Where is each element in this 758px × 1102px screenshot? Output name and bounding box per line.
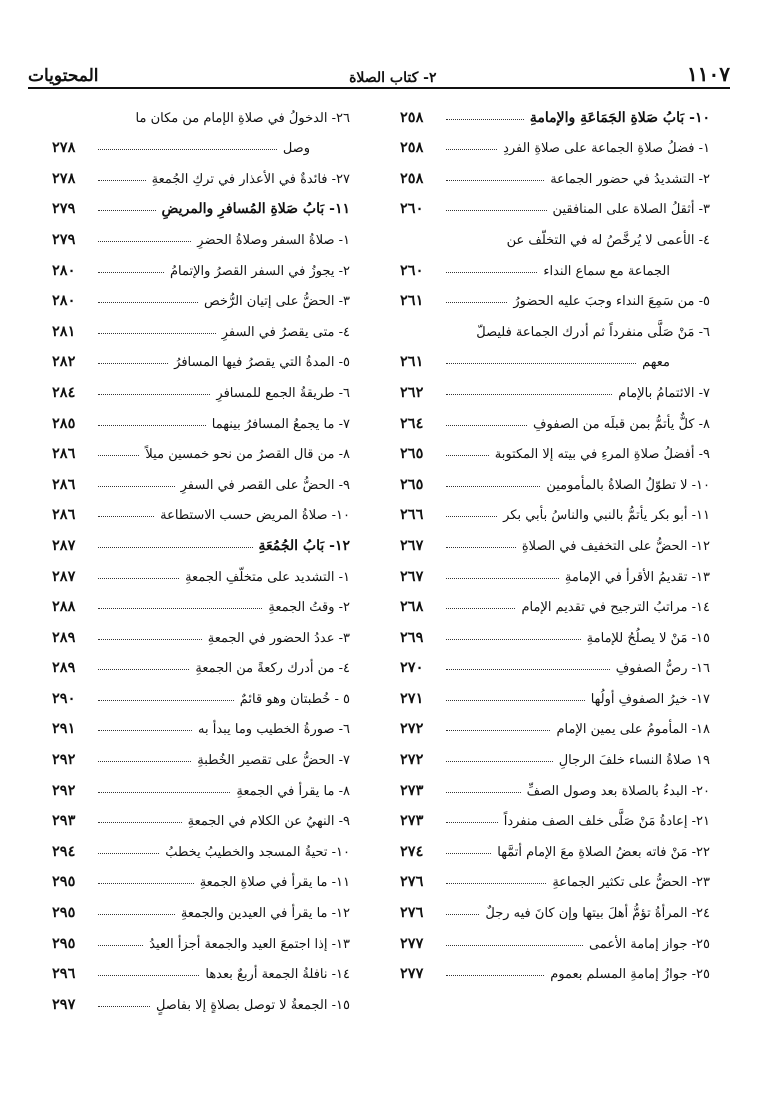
dot-leader [446, 180, 544, 181]
toc-entry-title: ٢٢- مَنْ فاته بعضُ الصلاةِ معَ الإمام أتمَّها [497, 844, 710, 860]
dot-leader [446, 363, 636, 364]
dot-leader [98, 394, 210, 395]
toc-entry [52, 370, 350, 401]
toc-entry [400, 309, 710, 340]
toc-entry-title: ٨- من قال القصرُ من نحو خمسين ميلاً [145, 447, 350, 463]
dot-leader [98, 822, 182, 823]
toc-entry-title: ١- التشديد على متخلّفِ الجمعةِ [185, 569, 350, 585]
dot-leader [446, 394, 612, 395]
toc-entry [400, 554, 710, 585]
dot-leader [446, 455, 489, 456]
toc-entry-page: ٢٩٥ [52, 873, 76, 891]
toc-entry [400, 829, 710, 860]
toc-entry-title: ٨- ما يقرأ في الجمعةِ [236, 783, 350, 799]
toc-entry-page: ٢٨٦ [52, 445, 76, 463]
dot-leader [98, 608, 262, 609]
toc-entry [52, 95, 350, 126]
toc-column-left [52, 95, 350, 1013]
toc-entry [52, 156, 350, 187]
toc-entry-page: ٢٦٥ [400, 475, 424, 493]
toc-entry [400, 401, 710, 432]
toc-entry-page: ٢٧١ [400, 689, 424, 707]
toc-entry-page: ٢٩٣ [52, 812, 76, 830]
toc-entry-title: ٢٦- الدخولُ في صلاةِ الإمام من مكان ما [135, 110, 350, 126]
toc-entry-page: ٢٧٢ [400, 751, 424, 769]
toc-entry-title: ١٥- الجمعةُ لا توصل بصلاةٍ إلا بفاصلٍ [155, 997, 350, 1013]
toc-entry-page: ٢٨٦ [52, 506, 76, 524]
dot-leader [446, 608, 515, 609]
toc-entry [400, 462, 710, 493]
toc-entry [400, 248, 710, 279]
dot-leader [446, 210, 547, 211]
toc-entry [400, 156, 710, 187]
toc-entry-page: ٢٦٧ [400, 567, 424, 585]
dot-leader [98, 975, 199, 976]
toc-entry [400, 860, 710, 891]
toc-entry-page: ٢٥٨ [400, 139, 424, 157]
dot-leader [446, 272, 537, 273]
dot-leader [98, 241, 191, 242]
toc-entry-page: ٢٨١ [52, 322, 76, 340]
dot-leader [446, 700, 585, 701]
toc-entry [400, 737, 710, 768]
toc-entry-title: ١٩ صلاةُ النساء خلفَ الرجالِ [558, 753, 710, 769]
toc-entry [400, 707, 710, 738]
dot-leader [446, 516, 497, 517]
toc-entry-page: ٢٥٨ [400, 169, 424, 187]
toc-entry-page: ٢٨٩ [52, 659, 76, 677]
toc-entry-page: ٢٦٥ [400, 445, 424, 463]
toc-entry-title: ٩- الحضُّ على القصر في السفرِ [180, 477, 350, 493]
toc-entry-title: ٣- الحضُّ على إتيان الرُّخص [203, 294, 350, 310]
toc-entry [52, 768, 350, 799]
dot-leader [98, 761, 191, 762]
toc-entry [52, 309, 350, 340]
toc-entry [400, 370, 710, 401]
toc-entry-page: ٢٧٧ [400, 934, 424, 952]
toc-entry-title: ١١- بَابُ صَلاةِ المُسافرِ والمريضِ [161, 201, 350, 218]
dot-leader [446, 486, 540, 487]
dot-leader [98, 547, 253, 548]
dot-leader [98, 639, 202, 640]
toc-entry-title: ١٣- تقديمُ الأقرأ في الإمامةِ [564, 569, 710, 585]
dot-leader [446, 547, 516, 548]
dot-leader [446, 822, 498, 823]
toc-entry [52, 401, 350, 432]
toc-entry [400, 799, 710, 830]
toc-entry [52, 921, 350, 952]
toc-entry [52, 340, 350, 371]
toc-entry-page: ٢٦٦ [400, 506, 424, 524]
section-title: المحتويات [28, 66, 99, 86]
dot-leader [98, 363, 168, 364]
toc-entry-page: ٢٧٠ [400, 659, 424, 677]
toc-entry-title: ٢٥- جوازُ إمامةِ المسلم بعموم [550, 967, 710, 983]
dot-leader [446, 302, 507, 303]
toc-entry [400, 523, 710, 554]
toc-entry-title: ١٠- بَابُ صَلاةِ الجَمَاعَةِ والإمامةِ [529, 109, 710, 126]
toc-entry-title: ٥- من سَمِعَ النداء وجبَ عليه الحضورُ [513, 294, 710, 310]
toc-chapter-entry [52, 523, 350, 554]
toc-entry-page: ٢٨٠ [52, 261, 76, 279]
toc-entry-page: ٢٦٠ [400, 200, 424, 218]
dot-leader [446, 945, 583, 946]
toc-entry-page: ٢٧٤ [400, 842, 424, 860]
dot-leader [446, 669, 610, 670]
dot-leader [446, 914, 479, 915]
toc-entry-title: ١٢- بَابُ الجُمُعَةِ [258, 537, 350, 554]
dot-leader [446, 639, 581, 640]
page-header [28, 56, 730, 86]
dot-leader [98, 730, 192, 731]
toc-entry [52, 554, 350, 585]
toc-entry [52, 279, 350, 310]
toc-entry-page: ٢٧٣ [400, 812, 424, 830]
dot-leader [446, 883, 546, 884]
dot-leader [446, 792, 521, 793]
dot-leader [98, 1006, 150, 1007]
toc-column-right [400, 95, 710, 982]
toc-entry-title: ٢- التشديدُ في حضور الجماعة [550, 171, 710, 187]
toc-entry-title: ٦- صورةُ الخطيب وما يبدأ به [198, 722, 350, 738]
toc-entry [400, 493, 710, 524]
page-number: ١١٠٧ [687, 62, 730, 86]
toc-entry [52, 860, 350, 891]
toc-entry-title: ٦- طريقةُ الجمع للمسافرِ [216, 385, 350, 401]
toc-entry-page: ٢٨٧ [52, 536, 76, 554]
dot-leader [446, 853, 491, 854]
toc-entry [400, 768, 710, 799]
toc-entry-title: ١٤- مراتبُ الترجيح في تقديم الإمام [521, 600, 710, 616]
toc-entry-title: ١٠- تحيةُ المسجد والخطيبُ يخطبُ [165, 844, 350, 860]
toc-entry-title: ٢- يجوزُ في السفر القصرُ والإتمامُ [169, 263, 350, 279]
toc-entry-page: ٢٧٨ [52, 169, 76, 187]
toc-entry [400, 890, 710, 921]
toc-entry [52, 890, 350, 921]
toc-entry-title: ٥ - خُطبتان وهو قائمٌ [239, 691, 350, 707]
toc-entry [400, 279, 710, 310]
toc-entry-page: ٢٦٨ [400, 598, 424, 616]
dot-leader [98, 914, 175, 915]
dot-leader [446, 975, 544, 976]
toc-entry-title: ١٠- لا تطوّلُ الصلاةُ بالمأمومين [546, 477, 710, 493]
toc-entry [52, 737, 350, 768]
toc-entry-page: ٢٧٣ [400, 781, 424, 799]
toc-entry [400, 952, 710, 983]
toc-entry-page: ٢٩١ [52, 720, 76, 738]
toc-entry-title: ٢- وقتُ الجمعةِ [268, 600, 350, 616]
toc-entry-page: ٢٨٨ [52, 598, 76, 616]
toc-entry-title: ١٤- نافلةُ الجمعة أربعٌ بعدها [205, 967, 350, 983]
toc-chapter-entry [52, 187, 350, 218]
toc-entry-title: معهم [642, 355, 670, 371]
toc-entry-title: ٣- عددُ الحضور في الجمعةِ [207, 630, 350, 646]
toc-entry-title: ١١- أبو بكر يأتمُّ بالنبي والناسُ بأبي بكر [503, 508, 710, 524]
toc-chapter-entry [400, 95, 710, 126]
dot-leader [98, 700, 234, 701]
dot-leader [98, 486, 175, 487]
toc-entry [400, 921, 710, 952]
toc-entry-title: ٤- متى يقصرُ في السفرِ [221, 324, 350, 340]
dot-leader [446, 761, 553, 762]
header-rule [28, 87, 730, 89]
toc-entry-title: الجماعة مع سماع النداء [543, 263, 670, 279]
toc-entry-title: ١- صلاةُ السفر وصلاةُ الحضرِ [197, 232, 350, 248]
toc-entry-title: ٢٥- جواز إمامة الأعمى [588, 936, 710, 952]
toc-entry [52, 646, 350, 677]
dot-leader [446, 578, 559, 579]
toc-entry [400, 615, 710, 646]
toc-entry-page: ٢٧٨ [52, 139, 76, 157]
toc-entry-title: ٢٧- فائدةٌ في الأعذار في تركِ الجُمعةِ [151, 171, 350, 187]
toc-entry-page: ٢٧٧ [400, 965, 424, 983]
toc-entry-page: ٢٨٧ [52, 567, 76, 585]
toc-entry-page: ٢٦٧ [400, 536, 424, 554]
toc-entry-title: ١٣- إذا اجتمعَ العيد والجمعة أجزأ العيدُ [149, 936, 350, 952]
toc-entry-page: ٢٦٤ [400, 414, 424, 432]
toc-entry-page: ٢٨٢ [52, 353, 76, 371]
toc-entry-title: ١- فضلُ صلاةِ الجماعة على صلاةِ الفردِ [503, 141, 710, 157]
dot-leader [98, 210, 156, 211]
toc-entry [52, 462, 350, 493]
toc-entry-page: ٢٨٠ [52, 292, 76, 310]
toc-entry [52, 799, 350, 830]
toc-entry-title: ٥- المدةُ التي يقصرُ فيها المسافرُ [174, 355, 350, 371]
toc-entry-page: ٢٦٢ [400, 383, 424, 401]
dot-leader [98, 669, 189, 670]
toc-entry-title: ١١- ما يقرأ في صلاةِ الجمعةِ [199, 875, 350, 891]
toc-entry-page: ٢٩٥ [52, 934, 76, 952]
toc-entry-page: ٢٨٩ [52, 628, 76, 646]
toc-entry-page: ٢٧٩ [52, 200, 76, 218]
toc-entry-page: ٢٦١ [400, 353, 424, 371]
toc-entry-title: وصل [282, 141, 310, 157]
toc-entry-title: ١٨- المأمومُ على يمين الإمام [556, 722, 710, 738]
dot-leader [98, 455, 139, 456]
toc-entry-title: ١٥- مَنْ لا يصلُحُ للإمامةِ [586, 630, 710, 646]
dot-leader [98, 149, 277, 150]
toc-entry [52, 493, 350, 524]
toc-entry [400, 432, 710, 463]
toc-entry-page: ٢٩٢ [52, 751, 76, 769]
toc-entry-title: ٢٣- الحضُّ على تكثير الجماعةِ [552, 875, 710, 891]
toc-entry-title: ٢٠- البدءُ بالصلاة بعد وصول الصفِّ [526, 783, 710, 799]
toc-entry [400, 126, 710, 157]
toc-entry-title: ٧- ما يجمعُ المسافرُ بينهما [211, 416, 350, 432]
toc-entry-page: ٢٧٢ [400, 720, 424, 738]
toc-entry-title: ١٧- خيرُ الصفوفِ أولُها [590, 691, 710, 707]
book-title: ٢- كتاب الصلاة [349, 70, 437, 86]
toc-entry-page: ٢٥٨ [400, 108, 424, 126]
toc-entry-page: ٢٩٤ [52, 842, 76, 860]
toc-entry-page: ٢٩٢ [52, 781, 76, 799]
toc-entry-title: ٩- النهيُ عن الكلام في الجمعةِ [187, 814, 350, 830]
toc-entry [400, 340, 710, 371]
dot-leader [98, 945, 143, 946]
toc-entry-page: ٢٩٥ [52, 904, 76, 922]
dot-leader [98, 425, 206, 426]
toc-entry-title: ٢٤- المرأةُ تؤمُّ أهلَ بيتها وإن كانَ فيه رجلٌ [485, 906, 710, 922]
toc-entry [52, 952, 350, 983]
toc-entry [52, 676, 350, 707]
dot-leader [98, 333, 216, 334]
toc-entry [52, 217, 350, 248]
dot-leader [98, 516, 154, 517]
toc-entry-title: ٤- الأعمى لا يُرخَّصُ له في التخلّف عن [506, 232, 710, 248]
toc-entry-title: ٣- أثقلُ الصلاة على المنافقين [552, 202, 710, 218]
dot-leader [446, 149, 497, 150]
toc-entry [400, 676, 710, 707]
toc-entry-page: ٢٩٦ [52, 965, 76, 983]
toc-entry-title: ٨- كلٌّ يأتمُّ بمن قبلَه من الصفوفِ [533, 416, 710, 432]
toc-entry [52, 126, 350, 157]
dot-leader [98, 883, 194, 884]
toc-entry-title: ١٠- صلاةُ المريض حسب الاستطاعة [160, 508, 350, 524]
toc-entry-title: ٢١- إعادةُ مَنْ صَلَّى خلف الصف منفرداً [503, 814, 710, 830]
toc-entry-title: ٧- الحضُّ على تقصير الخُطبةِ [197, 753, 350, 769]
toc-entry [400, 585, 710, 616]
toc-entry-page: ٢٦١ [400, 292, 424, 310]
dot-leader [446, 425, 527, 426]
toc-entry-page: ٢٨٥ [52, 414, 76, 432]
toc-entry-page: ٢٧٦ [400, 873, 424, 891]
toc-entry-page: ٢٩٠ [52, 689, 76, 707]
dot-leader [98, 853, 159, 854]
dot-leader [98, 302, 198, 303]
dot-leader [98, 272, 164, 273]
dot-leader [98, 792, 230, 793]
dot-leader [446, 119, 524, 120]
toc-entry-title: ٩- أفضلُ صلاةِ المرءِ في بيته إلا المكتوبة [494, 447, 710, 463]
toc-entry-page: ٢٩٧ [52, 995, 76, 1013]
toc-entry-page: ٢٦٠ [400, 261, 424, 279]
toc-entry-title: ٧- الائتمامُ بالإمام [618, 385, 710, 401]
toc-entry [52, 982, 350, 1013]
dot-leader [446, 730, 550, 731]
toc-entry-page: ٢٨٦ [52, 475, 76, 493]
toc-entry-page: ٢٨٤ [52, 383, 76, 401]
toc-entry [52, 829, 350, 860]
toc-entry-page: ٢٦٩ [400, 628, 424, 646]
toc-entry [52, 707, 350, 738]
toc-entry-title: ١٢- الحضُّ على التخفيف في الصلاةِ [521, 538, 710, 554]
toc-entry-title: ١٢- ما يقرأ في العيدين والجمعةِ [180, 906, 350, 922]
toc-entry [400, 646, 710, 677]
toc-entry [52, 615, 350, 646]
toc-entry-page: ٢٧٩ [52, 230, 76, 248]
dot-leader [98, 578, 179, 579]
toc-entry [400, 187, 710, 218]
toc-entry-page: ٢٧٦ [400, 904, 424, 922]
toc-entry-title: ٦- مَنْ صَلَّى منفرداً ثم أدرك الجماعة فليصلّ [476, 324, 710, 340]
toc-entry-title: ٤- من أدرك ركعةً من الجمعةِ [195, 661, 350, 677]
dot-leader [98, 180, 146, 181]
toc-entry [400, 217, 710, 248]
toc-entry-title: ١٦- رصُّ الصفوفِ [615, 661, 710, 677]
toc-entry [52, 432, 350, 463]
toc-entry [52, 585, 350, 616]
toc-entry [52, 248, 350, 279]
